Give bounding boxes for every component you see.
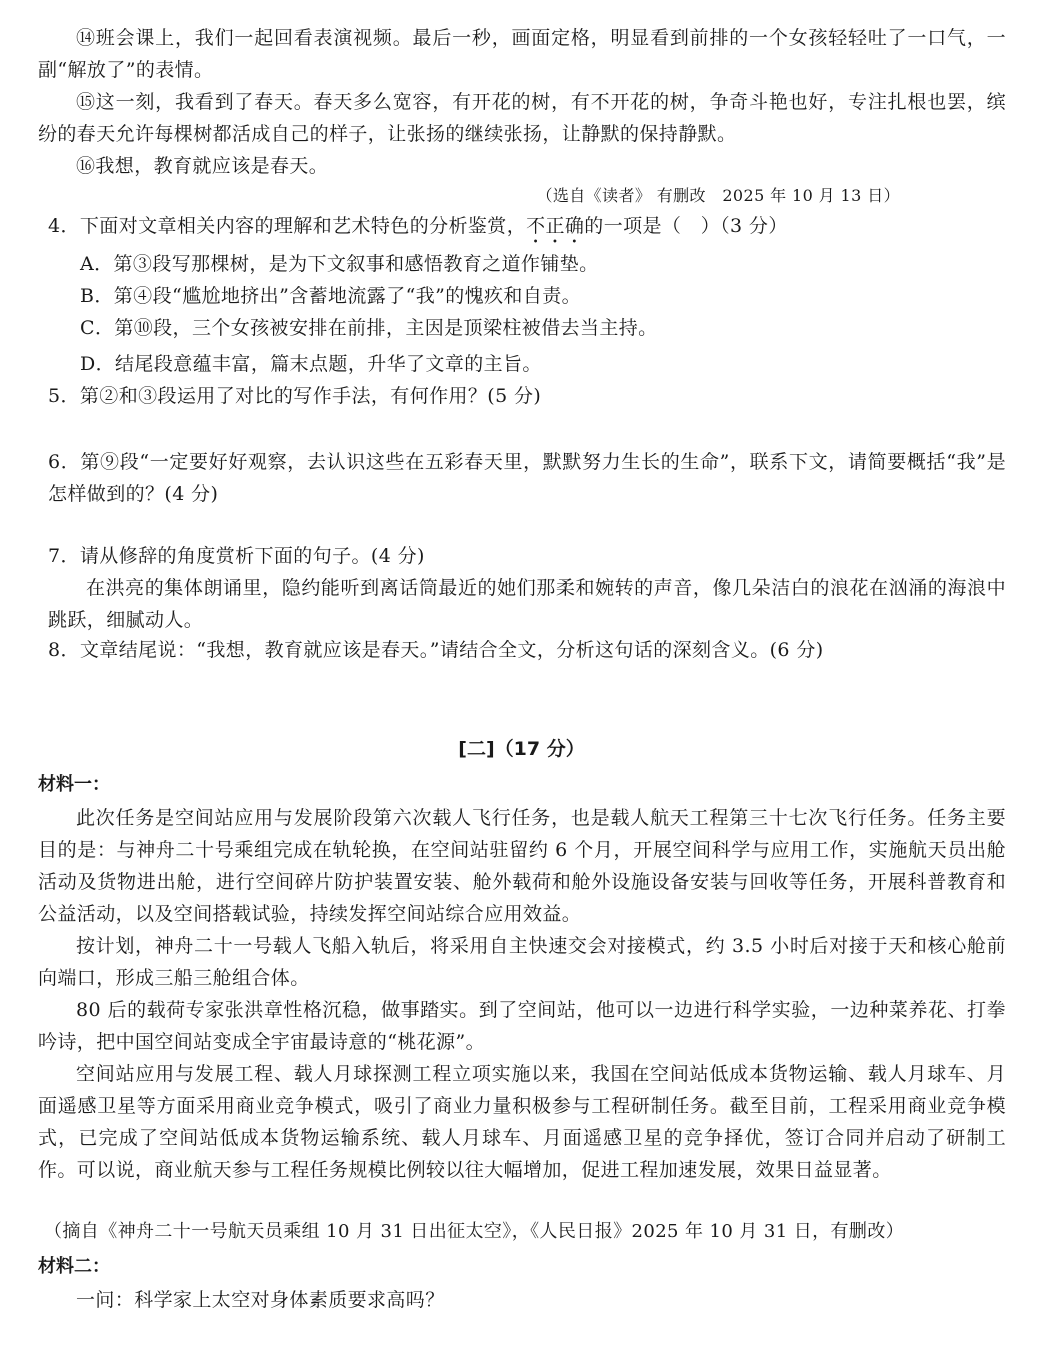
- question-6: 6．第⑨段“一定要好好观察，去认识这些在五彩春天里，默默努力生长的生命”，联系下文，请简要概括“我”是怎样做到的？(4 分): [48, 451, 1006, 505]
- question-4-option-d: D．结尾段意蕴丰富，篇末点题，升华了文章的主旨。: [80, 353, 542, 375]
- section-2-title: [二]（17 分）: [458, 738, 585, 760]
- question-4-option-c: C．第⑩段，三个女孩被安排在前排，主因是顶梁柱被借去当主持。: [80, 317, 658, 339]
- question-5: 5．第②和③段运用了对比的写作手法，有何作用？(5 分): [48, 385, 542, 407]
- question-4-option-b: B．第④段“尴尬地挤出”含蓄地流露了“我”的愧疚和自责。: [80, 285, 582, 307]
- question-4-option-a: A．第③段写那棵树，是为下文叙事和感悟教育之道作铺垫。: [80, 253, 599, 275]
- material-1-paragraph-3: 80 后的载荷专家张洪章性格沉稳，做事踏实。到了空间站，他可以一边进行科学实验，一边种菜养花、打拳吟诗，把中国空间站变成全宇宙最诗意的“桃花源”。: [38, 999, 1006, 1053]
- question-8: 8．文章结尾说：“我想，教育就应该是春天。”请结合全文，分析这句话的深刻含义。(6 分): [48, 639, 824, 661]
- material-1-paragraph-1: 此次任务是空间站应用与发展阶段第六次载人飞行任务，也是载人航天工程第三十七次飞行任务。任务主要目的是：与神舟二十号乘组完成在轨轮换，在空间站驻留约 6 个月，开展空间科学与应用工作，实施航天员出舱活动及货物进出舱，进行空间碎片防护装置安装、舱外载荷和舱外设施设备安装与回收等任务，开展科普教育和公益活动，以及空间搭载试验，持续发挥空间站综合应用效益。: [38, 807, 1006, 925]
- passage-source: （选自《读者》 有删改 2025 年 10 月 13 日）: [536, 186, 900, 205]
- material-1-paragraph-2: 按计划，神舟二十一号载人飞船入轨后，将采用自主快速交会对接模式，约 3.5 小时后对接于天和核心舱前向端口，形成三船三舱组合体。: [38, 935, 1006, 989]
- paragraph-14: ⑭班会课上，我们一起回看表演视频。最后一秒，画面定格，明显看到前排的一个女孩轻轻吐了一口气，一副“解放了”的表情。: [38, 27, 1006, 81]
- material-2-paragraph-1: 一问：科学家上太空对身体素质要求高吗？: [76, 1289, 445, 1311]
- material-1-paragraph-4: 空间站应用与发展工程、载人月球探测工程立项实施以来，我国在空间站低成本货物运输、载人月球车、月面遥感卫星等方面采用商业竞争模式，吸引了商业力量积极参与工程研制任务。截至目前，工程采用商业竞争模式，已完成了空间站低成本货物运输系统、载人月球车、月面遥感卫星的竞争择优，签订合同并启动了研制工作。可以说，商业航天参与工程任务规模比例较以往大幅增加，促进工程加速发展，效果日益显著。: [38, 1063, 1006, 1181]
- question-4: [48, 210, 1006, 248]
- paragraph-15: ⑮这一刻，我看到了春天。春天多么宽容，有开花的树，有不开花的树，争奇斗艳也好，专注扎根也罢，缤纷的春天允许每棵树都活成自己的样子，让张扬的继续张扬，让静默的保持静默。: [38, 91, 1006, 145]
- question-4-pre: 4．下面对文章相关内容的理解和艺术特色的分析鉴赏，: [48, 215, 527, 237]
- question-7: 7．请从修辞的角度赏析下面的句子。(4 分): [48, 545, 425, 567]
- material-1-source: （摘自《神舟二十一号航天员乘组 10 月 31 日出征太空》，《人民日报》2025 年 10 月 31 日，有删改）: [44, 1221, 905, 1242]
- question-4-emphasis: 不正确: [526, 215, 585, 237]
- material-1-label: 材料一：: [38, 774, 110, 795]
- question-7-sentence: 在洪亮的集体朗诵里，隐约能听到离话筒最近的她们那柔和婉转的声音，像几朵洁白的浪花在汹涌的海浪中跳跃，细腻动人。: [48, 577, 1006, 631]
- material-2-label: 材料二：: [38, 1256, 110, 1277]
- question-4-post: 的一项是（ ）（3 分）: [584, 215, 788, 237]
- paragraph-16: ⑯我想，教育就应该是春天。: [76, 155, 329, 177]
